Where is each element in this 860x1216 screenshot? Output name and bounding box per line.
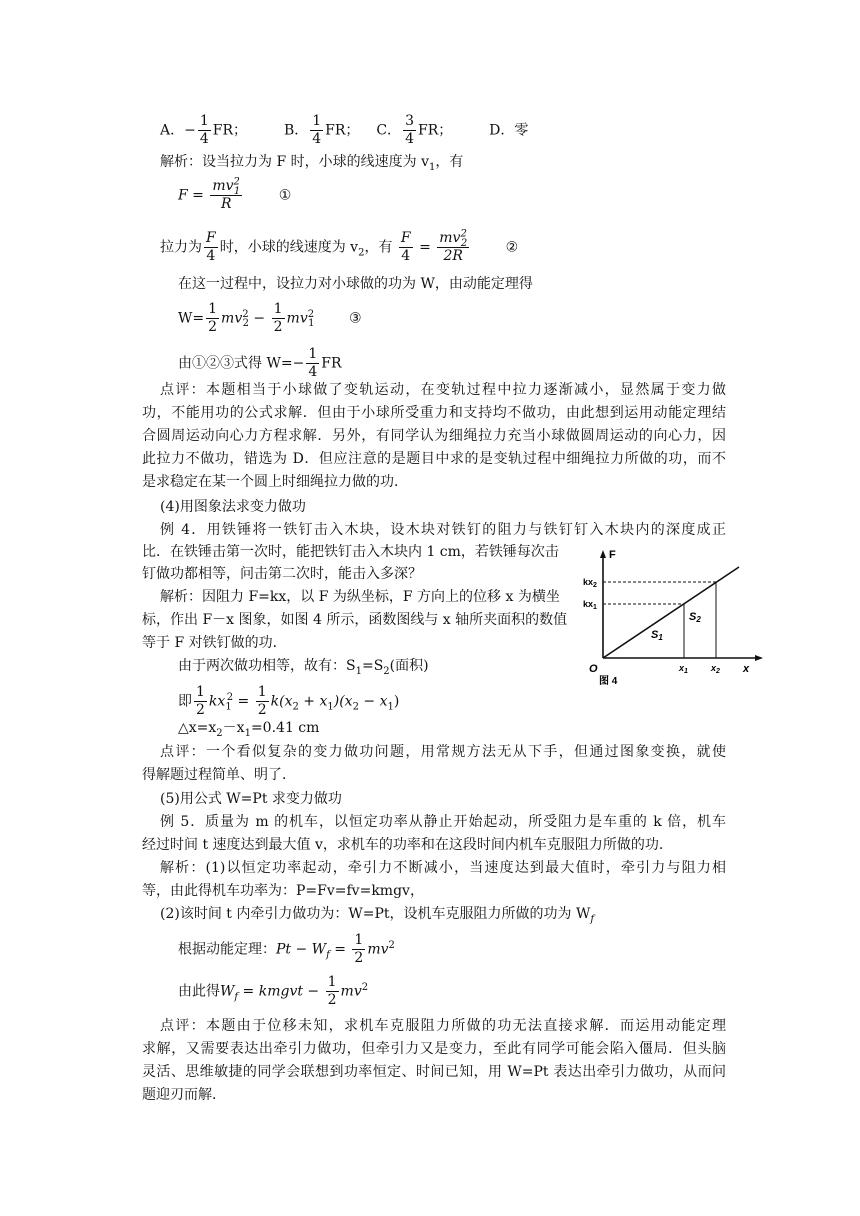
ex4-equation: 即 $\frac{1}{2}$ $kx_1^2$ = $\frac{1}{2}$ $k(x_2 + x_1)(x_2 - x_1)$ bbox=[178, 684, 400, 718]
comment-3-line-4: 此拉力不做功，错选为 D．但应注意的是题目中求的是变轨过程中细绳拉力所做的功，而不 bbox=[142, 451, 726, 467]
fraction: $\frac{3}{4}$ bbox=[405, 113, 414, 147]
ex4-comment-1: 点评：一个看似复杂的变力做功问题，用常规方法无从下手，但通过图象变换，就使 bbox=[160, 744, 726, 760]
f-kx-line bbox=[603, 567, 739, 658]
fraction: $\frac{1}{4}$ bbox=[312, 113, 322, 147]
solution-line-1: 解析：设当拉力为 F 时，小球的线速度为 $v_1$，有 bbox=[160, 154, 464, 173]
ex5-line-3: 解析：(1)以恒定功率起动，牵引力不断减小，当速度达到最大值时，牵引力与阻力相 bbox=[160, 860, 726, 876]
comment-3-line-1: 点评：本题相当于小球做了变轨运动，在变轨过程中拉力逐渐减小，显然属于变力做 bbox=[160, 382, 726, 398]
option-c: C． bbox=[376, 122, 402, 139]
ex5-equation-2: 由此得$W_f$ = kmgvt − $\frac{1}{2}$ $mv^2$ bbox=[178, 974, 369, 1008]
ex5-line-4: 等，由此得机车功率为：P=Fv=fv=kmgv， bbox=[142, 883, 424, 899]
ex5-line-1: 例 5．质量为 m 的机车，以恒定功率从静止开始起动，所受阻力是车重的 k 倍，机车 bbox=[160, 814, 726, 830]
s1-label: S1 bbox=[651, 629, 663, 642]
y-axis-arrow bbox=[600, 550, 606, 558]
ex5-equation-1: 根据动能定理：$Pt - W_f$ = $\frac{1}{2}$ $mv^2$ bbox=[178, 932, 395, 966]
ex5-comment-1: 点评：本题由于位移未知，求机车克服阻力所做的功无法直接求解．而运用动能定理 bbox=[160, 1018, 726, 1034]
ex4-line-5: 标，作出 F－x 图象，如图 4 所示，函数图线与 x 轴所夹面积的数值 bbox=[142, 612, 568, 628]
mark-3: ③ bbox=[348, 310, 362, 327]
ex4-comment-2: 得解题过程简单、明了． bbox=[142, 767, 296, 783]
option-a: A． bbox=[160, 122, 185, 139]
x1-label: $x_1$ bbox=[679, 663, 688, 675]
s2-label: S2 bbox=[689, 611, 701, 624]
origin-label: O bbox=[589, 663, 598, 675]
x-axis-arrow bbox=[755, 655, 763, 661]
ex5-comment-3: 灵活、思维敏捷的同学会联想到功率恒定、时间已知，用 W=Pt 表达出牵引力做功，从而问 bbox=[142, 1064, 726, 1080]
result-line: 由①②③式得 W=− $\frac{1}{4}$ FR bbox=[178, 346, 342, 380]
ex4-line-6: 等于 F 对铁钉做的功． bbox=[142, 635, 287, 651]
fraction: $\frac{1}{4}$ bbox=[199, 113, 209, 147]
figure-caption: 图 4 bbox=[599, 676, 618, 686]
ex5-comment-2: 求解，又需要表达出牵引力做功，但牵引力又是变力，至此有同学可能会陷入僵局．但头脑 bbox=[142, 1041, 726, 1057]
ex4-line-2: 比．在铁锤击第一次时，能把铁钉击入木块内 1 cm，若铁锤每次击 bbox=[142, 544, 559, 560]
ex4-line-7: 由于两次做功相等，故有：$S_1=S_2$(面积) bbox=[178, 658, 429, 677]
ex4-line-4: 解析：因阻力 F=kx，以 F 为纵坐标，F 方向上的位移 x 为横坐 bbox=[160, 589, 560, 605]
figure-4-graph bbox=[583, 546, 767, 686]
ex5-comment-4: 题迎刃而解． bbox=[142, 1087, 226, 1103]
mark-2: ② bbox=[505, 239, 519, 256]
comment-3-line-3: 合圆周运动向心力方程求解．另外，有同学认为细绳拉力充当小球做圆周运动的向心力，因 bbox=[142, 428, 726, 444]
mcq-options: A．− $\frac{1}{4}$ FR； B． $\frac{1}{4}$ FR； C． $\frac{3}{4}$ FR； D．零 bbox=[160, 113, 529, 147]
comment-3-line-2: 功，不能用功的公式求解．但由于小球所受重力和支持均不做功，由此想到运用动能定理结 bbox=[142, 405, 726, 421]
equation-1: F = $\frac{mv^2_1}{R}$ ① bbox=[178, 176, 292, 212]
option-d: D．零 bbox=[489, 122, 529, 139]
section-5-title: (5)用公式 W=Pt 求变力做功 bbox=[160, 791, 342, 807]
equation-2-line: 拉力为 $\frac{F}{4}$ 时，小球的线速度为 $v_2$，有 $\frac{F}{4}$ = $\frac{mv^2_2}{2R}$ ② bbox=[160, 228, 519, 264]
axis-x-label: x bbox=[743, 663, 750, 675]
solution-line-3: 在这一过程中，设拉力对小球做的功为 W，由动能定理得 bbox=[178, 276, 533, 292]
kx1-label: $kx_1$ bbox=[583, 599, 597, 611]
section-4-title: (4)用图象法求变力做功 bbox=[160, 499, 306, 515]
comment-3-line-5: 是求稳定在某一个圆上时细绳拉力做的功． bbox=[142, 474, 408, 490]
ex4-line-3: 钉做功都相等，问击第二次时，能击入多深？ bbox=[142, 566, 422, 582]
option-b: B． bbox=[283, 122, 309, 139]
axis-y-label: F bbox=[609, 549, 616, 561]
x2-label: $x_2$ bbox=[711, 663, 720, 675]
ex5-line-2: 经过时间 t 速度达到最大值 v，求机车的功率和在这段时间内机车克服阻力所做的功． bbox=[142, 837, 673, 853]
ex4-delta: $\triangle x=x_2-x_1=0.41$ cm bbox=[178, 720, 320, 739]
kx2-label: $kx_2$ bbox=[583, 577, 597, 589]
ex5-line-5: (2)该时间 t 内牵引力做功为：W=Pt，设机车克服阻力所做的功为 $W_f$ bbox=[160, 906, 595, 925]
equation-3: W= $\frac{1}{2}$ $mv^2_2$ − $\frac{1}{2}$ $mv^2_1$ ③ bbox=[178, 301, 362, 335]
ex4-line-1: 例 4．用铁锤将一铁钉击入木块，设木块对铁钉的阻力与铁钉钉入木块内的深度成正 bbox=[160, 522, 726, 538]
mark-1: ① bbox=[278, 187, 292, 204]
